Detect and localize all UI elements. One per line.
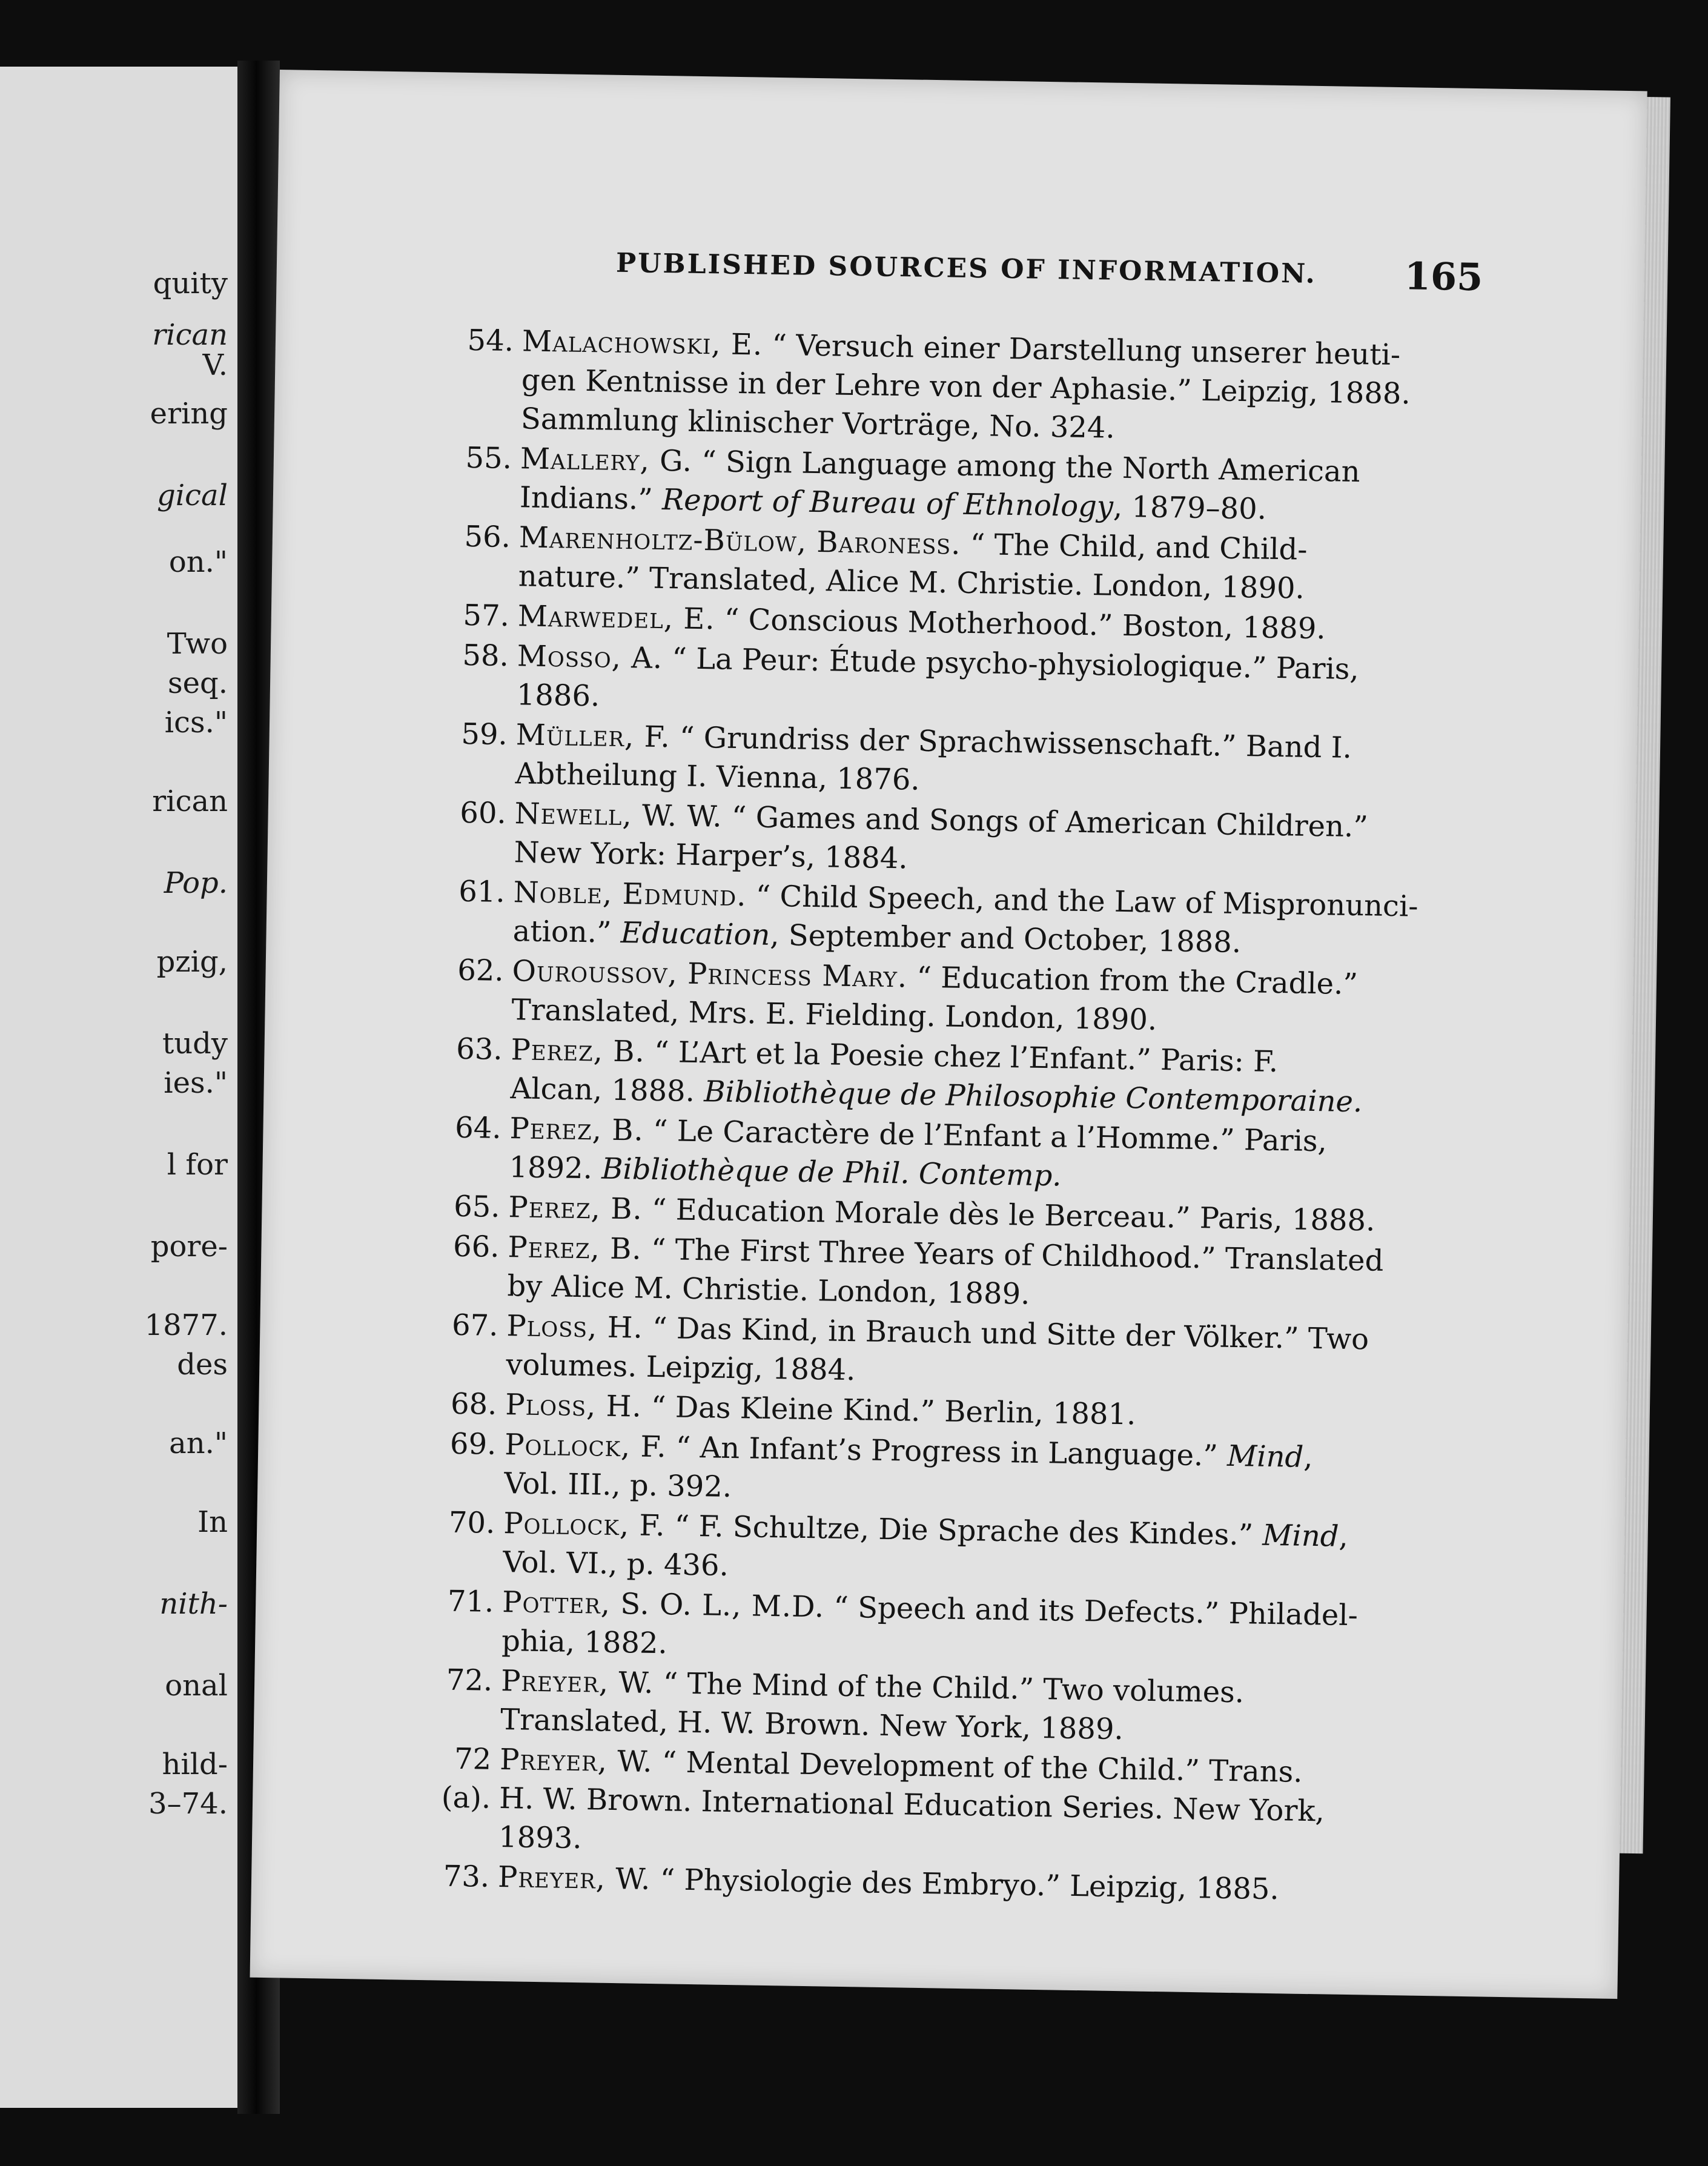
entry-text: Indians.” Report of Bureau of Ethnology, 1879–80.: [519, 480, 1267, 526]
entry-text: Vol. VI., p. 436.: [502, 1545, 729, 1583]
entry-text: “ Sign Language among the North American: [701, 445, 1360, 489]
entry-text: Alcan, 1888. Bibliothèque de Philosophie Contemporaine.: [510, 1071, 1363, 1119]
entry-text: volumes. Leipzig, 1884.: [506, 1348, 856, 1388]
bibliography-entry: [441, 1740, 1432, 1871]
left-page-text-fragment: ering: [150, 397, 228, 431]
left-page-text-fragment: 1877.: [144, 1308, 228, 1342]
left-page-text-fragment: 3–74.: [148, 1787, 228, 1821]
entry-author: Ploss, H.: [506, 1309, 644, 1345]
left-page-text-fragment: V.: [202, 348, 228, 382]
entry-text: “ Versuch einer Darstellung unserer heuti-: [772, 328, 1401, 373]
entry-number: 68.: [450, 1386, 497, 1422]
left-page-text-fragment: quity: [153, 267, 228, 300]
entry-text: 1886.: [516, 678, 600, 714]
entry-number: 66.: [452, 1229, 500, 1264]
entry-text: “ Education from the Cradle.”: [916, 960, 1359, 1002]
entry-text: “ Le Caractère de l’Enfant a l’Homme.” Paris,: [652, 1113, 1328, 1159]
bibliography-entry: [462, 636, 1449, 729]
entry-text: Abtheilung I. Vienna, 1876.: [515, 757, 921, 797]
entry-text: “ Mental Development of the Child.” Trans.: [661, 1745, 1303, 1789]
entry-text: ation.” Education, September and October, 1888.: [512, 914, 1242, 960]
entry-author: Potter, S. O. L., M.D.: [501, 1585, 825, 1624]
entry-text: “ L’Art et la Poesie chez l’Enfant.” Paris: F.: [654, 1035, 1279, 1079]
entry-number: 69.: [449, 1426, 497, 1462]
left-page-text-fragment: Pop.: [164, 866, 228, 900]
entry-number: 73.: [443, 1859, 490, 1894]
entry-text: Sammlung klinischer Vorträge, No. 324.: [520, 402, 1116, 445]
entry-author: Malachowski, E.: [521, 324, 763, 362]
entry-text: H. W. Brown. International Education Series. New York,: [498, 1781, 1325, 1829]
bibliography-entry: [461, 715, 1448, 807]
bibliography-entry: [467, 321, 1454, 452]
entry-author: Marenholtz-Bülow, Baroness.: [518, 520, 961, 561]
entry-text: Translated, H. W. Brown. New York, 1889.: [500, 1703, 1124, 1747]
entry-number: 64.: [454, 1110, 502, 1145]
page-number: 165: [1404, 254, 1483, 300]
entry-number: 54.: [467, 323, 514, 359]
entry-text: 1892. Bibliothèque de Phil. Contemp.: [509, 1150, 1062, 1193]
entry-text: “ The Mind of the Child.” Two volumes.: [663, 1666, 1245, 1710]
entry-text: “ Grundriss der Sprachwissenschaft.” Band I.: [679, 720, 1352, 765]
entry-text: “ Child Speech, and the Law of Mispronunci-: [755, 879, 1418, 924]
left-page-text-fragment: des: [177, 1348, 228, 1382]
entry-author: Preyer, W.: [500, 1664, 654, 1701]
entry-text: New York: Harper’s, 1884.: [514, 835, 909, 876]
left-page-text-fragment: pzig,: [156, 945, 228, 979]
entry-text: “ The First Three Years of Childhood.” Translated: [650, 1232, 1384, 1278]
left-page-text-fragment: In: [197, 1505, 228, 1539]
left-page-text-fragment: ies.": [164, 1066, 228, 1100]
entry-number: 56.: [464, 519, 511, 555]
left-page-text-fragment: seq.: [167, 666, 228, 700]
bibliography-entry: [464, 517, 1451, 610]
bibliography-entry: [457, 951, 1444, 1044]
entry-number: 58.: [462, 638, 509, 674]
entry-number: 72.: [446, 1663, 493, 1698]
entry-author: Ploss, H.: [505, 1388, 643, 1424]
left-page-text-fragment: tudy: [162, 1027, 228, 1061]
bibliography-entry: [447, 1582, 1434, 1675]
left-page-text-fragment: Two: [167, 627, 228, 661]
entry-text: “ Conscious Motherhood.” Boston, 1889.: [724, 602, 1326, 646]
left-page-text-fragment: gical: [157, 479, 228, 512]
entry-author: Perez, B.: [508, 1190, 643, 1227]
entry-text: “ Games and Songs of American Children.”: [731, 800, 1369, 844]
entry-text: “ Das Kind, in Brauch und Sitte der Völker.” Two: [652, 1311, 1369, 1357]
entry-author: Newell, W. W.: [514, 797, 723, 834]
bibliography-entry: [451, 1306, 1438, 1399]
running-head: PUBLISHED SOURCES OF INFORMATION.: [615, 247, 1317, 290]
entry-author: Pollock, F.: [504, 1428, 667, 1465]
entry-text: “ Physiologie des Embryo.” Leipzig, 1885.: [660, 1863, 1280, 1907]
left-page-text-fragment: rican: [152, 784, 228, 818]
entry-author: Perez, B.: [509, 1111, 644, 1148]
entry-number: 60.: [459, 795, 507, 831]
entry-text: nature.” Translated, Alice M. Christie. London, 1890.: [518, 559, 1305, 606]
entry-author: Preyer, W.: [499, 1743, 653, 1780]
bibliography-entry: [449, 1425, 1437, 1517]
entry-number: 67.: [451, 1308, 498, 1343]
entry-number: 65.: [453, 1189, 500, 1224]
entry-text: “ F. Schultze, Die Sprache des Kindes.” Mind,: [674, 1509, 1349, 1554]
entry-number: 57.: [463, 598, 510, 634]
left-page-text-fragment: an.": [169, 1426, 228, 1460]
entry-text: “ La Peur: Étude psycho-physiologique.” Paris,: [671, 641, 1360, 687]
left-page-text-fragment: on.": [168, 545, 228, 579]
entry-author: Noble, Edmund.: [513, 875, 747, 913]
bibliography-entry: [446, 1661, 1433, 1754]
left-page-text-fragment: ics.": [164, 706, 228, 740]
left-page-text-fragment: nith-: [159, 1587, 228, 1621]
book-page: [250, 70, 1647, 1999]
left-page-text-fragment: onal: [165, 1669, 228, 1703]
entry-number: 59.: [461, 717, 508, 752]
entry-text: phia, 1882.: [501, 1624, 668, 1661]
entry-number: 61.: [458, 874, 506, 910]
entry-text: Translated, Mrs. E. Fielding. London, 1890.: [511, 993, 1157, 1037]
entry-author: Perez, B.: [508, 1230, 643, 1267]
left-page-text-fragment: pore-: [150, 1230, 228, 1264]
bibliography-entry: [458, 872, 1445, 965]
entry-text: “ An Infant’s Progress in Language.” Mind,: [675, 1430, 1313, 1475]
left-page-text-fragment: hild-: [162, 1747, 228, 1781]
entry-number: 70.: [448, 1505, 495, 1540]
entry-author: Preyer, W.: [497, 1860, 651, 1896]
bibliography-entry: [454, 1108, 1442, 1201]
entry-number: 63.: [455, 1032, 503, 1067]
entry-author: Müller, F.: [515, 718, 671, 755]
bibliography-entry: [465, 439, 1452, 531]
left-page-text-fragment: l for: [167, 1148, 228, 1182]
entry-text: Vol. III., p. 392.: [503, 1466, 732, 1505]
left-facing-page: [0, 67, 237, 2108]
entry-number: 55.: [465, 440, 512, 476]
entry-text: by Alice M. Christie. London, 1889.: [507, 1269, 1030, 1311]
entry-text: “ Speech and its Defects.” Philadel-: [833, 1590, 1359, 1633]
bibliography-entry: [452, 1227, 1440, 1320]
entry-text: 1893.: [498, 1820, 583, 1856]
entry-author: Ouroussov, Princess Mary.: [512, 954, 908, 995]
entry-author: Marwedel, E.: [517, 599, 716, 637]
bibliography-list: [441, 321, 1454, 1912]
entry-text: gen Kentnisse in der Lehre von der Aphasie.” Leipzig, 1888.: [521, 363, 1411, 411]
entry-author: Perez, B.: [511, 1033, 646, 1069]
bibliography-entry: [455, 1030, 1443, 1122]
entry-author: Mallery, G.: [520, 442, 693, 479]
entry-number: 71.: [447, 1584, 494, 1619]
entry-text: “ Das Kleine Kind.” Berlin, 1881.: [650, 1389, 1136, 1432]
entry-number: 72 (a).: [441, 1741, 492, 1815]
entry-text: “ The Child, and Child-: [970, 528, 1308, 567]
entry-author: Mosso, A.: [517, 639, 663, 676]
left-page-text-fragment: rican: [152, 318, 228, 352]
entry-text: “ Education Morale dès le Berceau.” Paris, 1888.: [651, 1192, 1375, 1238]
entry-number: 62.: [457, 953, 505, 988]
bibliography-entry: [459, 793, 1446, 886]
entry-author: Pollock, F.: [503, 1506, 666, 1543]
bibliography-entry: [448, 1503, 1435, 1596]
